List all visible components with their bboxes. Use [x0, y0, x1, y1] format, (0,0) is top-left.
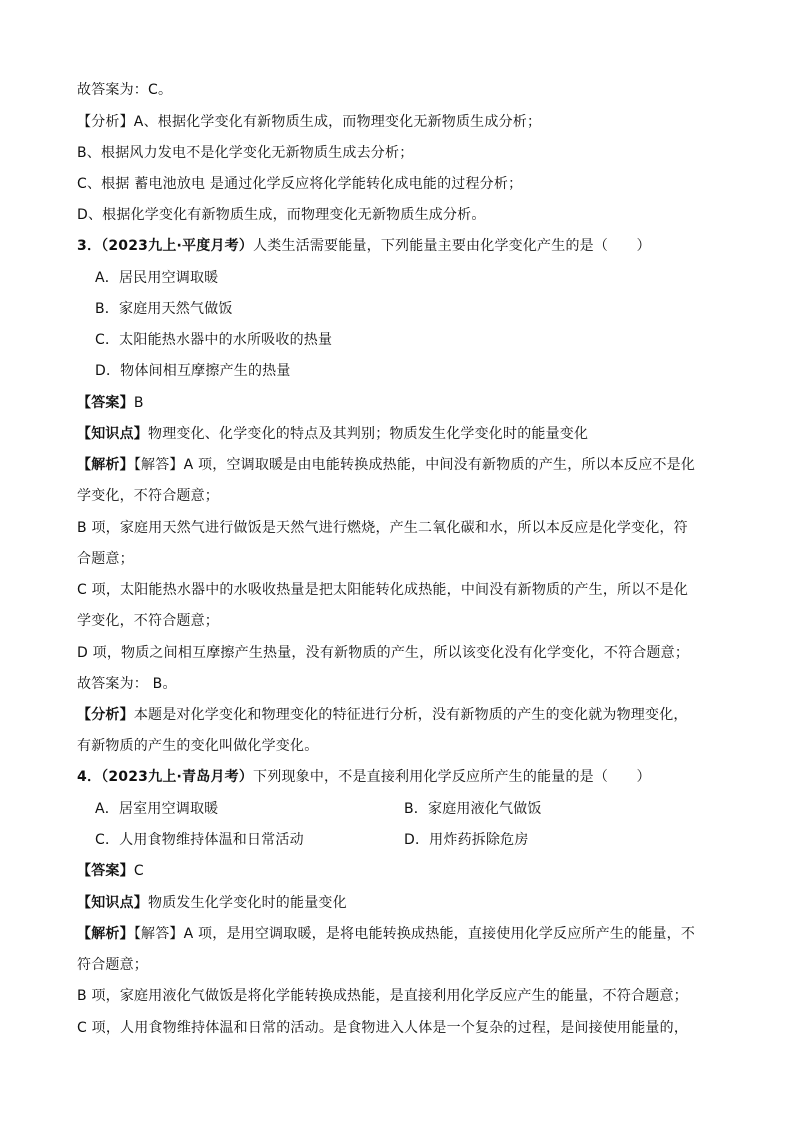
prev-analysis-line-2: B、根据风力发电不是化学变化无新物质生成去分析；	[77, 145, 414, 161]
q4-option-d: D．用炸药拆除危房	[404, 832, 529, 848]
q4-knowledge-label: 【知识点】	[77, 895, 148, 911]
q3-knowledge-label: 【知识点】	[77, 426, 148, 442]
q3-analysis-line-3: B 项，家庭用天然气进行做饭是天然气进行燃烧，产生二氧化碳和水，所以本反应是化学变化，符	[77, 520, 688, 536]
prev-analysis-line-1: 【分析】A、根据化学变化有新物质生成，而物理变化无新物质生成分析；	[77, 114, 542, 130]
q3-option-c: C．太阳能热水器中的水所吸收的热量	[95, 332, 333, 348]
q4-stem-text: 下列现象中，不是直接利用化学反应所产生的能量的是（ ）	[253, 769, 651, 785]
q3-stem	[77, 236, 717, 256]
q3-analysis-label: 【解析】	[77, 457, 134, 473]
q3-analysis-text-1: 【解答】A 项，空调取暖是由电能转换成热能，中间没有新物质的产生，所以本反应不是化	[133, 457, 696, 473]
q4-option-a: A．居室用空调取暖	[95, 801, 219, 817]
q4-option-c: C．人用食物维持体温和日常活动	[95, 832, 304, 848]
q4-knowledge-text: 物质发生化学变化时的能量变化	[148, 895, 347, 911]
q3-option-b: B．家庭用天然气做饭	[95, 301, 233, 317]
q4-number: 4．	[77, 769, 102, 785]
q4-answer-label: 【答案】	[77, 863, 134, 879]
q4-source: （2023九上·青岛月考）	[101, 769, 254, 785]
q4-answer-value: C	[133, 863, 144, 879]
q3-analysis-line-1	[77, 455, 717, 475]
q4-analysis-text-1: 【解答】A 项，是用空调取暖，是将电能转换成热能，直接使用化学反应所产生的能量，不	[133, 926, 696, 942]
q4-analysis-line-2: 符合题意；	[77, 957, 148, 973]
q4-option-b: B．家庭用液化气做饭	[404, 801, 542, 817]
q3-number: 3．	[77, 238, 102, 254]
q3-stem-text: 人类生活需要能量，下列能量主要由化学变化产生的是（ ）	[253, 238, 651, 254]
prev-analysis-line-3: C、根据 蓄电池放电 是通过化学反应将化学能转化成电能的过程分析；	[77, 176, 523, 192]
q4-answer	[77, 861, 717, 881]
q4-knowledge	[77, 893, 717, 913]
q3-analysis-line-8: 故答案为： B。	[77, 676, 177, 692]
q3-review-line-1	[77, 705, 717, 725]
q3-analysis-line-2: 学变化，不符合题意；	[77, 488, 219, 504]
q4-analysis-line-1	[77, 924, 717, 944]
q3-review-text-1: 本题是对化学变化和物理变化的特征进行分析，没有新物质的产生的变化就为物理变化，	[133, 707, 688, 723]
q3-answer-label: 【答案】	[77, 395, 134, 411]
q3-knowledge-text: 物理变化、化学变化的特点及其判别；物质发生化学变化时的能量变化	[148, 426, 589, 442]
q3-answer-value: B	[133, 395, 144, 411]
q3-knowledge	[77, 424, 717, 444]
q3-analysis-line-5: C 项，太阳能热水器中的水吸收热量是把太阳能转化成热能，中间没有新物质的产生，所以不是化	[77, 582, 689, 598]
q3-option-d: D．物体间相互摩擦产生的热量	[95, 363, 291, 379]
prev-answer-line: 故答案为：C。	[77, 82, 173, 98]
q3-analysis-line-7: D 项，物质之间相互摩擦产生热量，没有新物质的产生，所以该变化没有化学变化，不符合题意；	[77, 645, 690, 661]
q4-stem	[77, 767, 717, 787]
prev-analysis-line-4: D、根据化学变化有新物质生成，而物理变化无新物质生成分析。	[77, 207, 486, 223]
q3-answer	[77, 393, 717, 413]
q4-analysis-line-3: B 项，家庭用液化气做饭是将化学能转换成热能，是直接利用化学反应产生的能量，不符合题意；	[77, 988, 688, 1004]
q3-review-line-2: 有新物质的产生的变化叫做化学变化。	[77, 738, 319, 754]
q4-analysis-label: 【解析】	[77, 926, 134, 942]
q3-source: （2023九上·平度月考）	[101, 238, 254, 254]
q3-analysis-line-6: 学变化，不符合题意；	[77, 613, 219, 629]
q3-option-a: A．居民用空调取暖	[95, 270, 219, 286]
q4-analysis-line-4: C 项，人用食物维持体温和日常的活动。是食物进入人体是一个复杂的过程，是间接使用能量的，	[77, 1020, 689, 1036]
q3-analysis-line-4: 合题意；	[77, 551, 134, 567]
q3-review-label: 【分析】	[77, 707, 134, 723]
